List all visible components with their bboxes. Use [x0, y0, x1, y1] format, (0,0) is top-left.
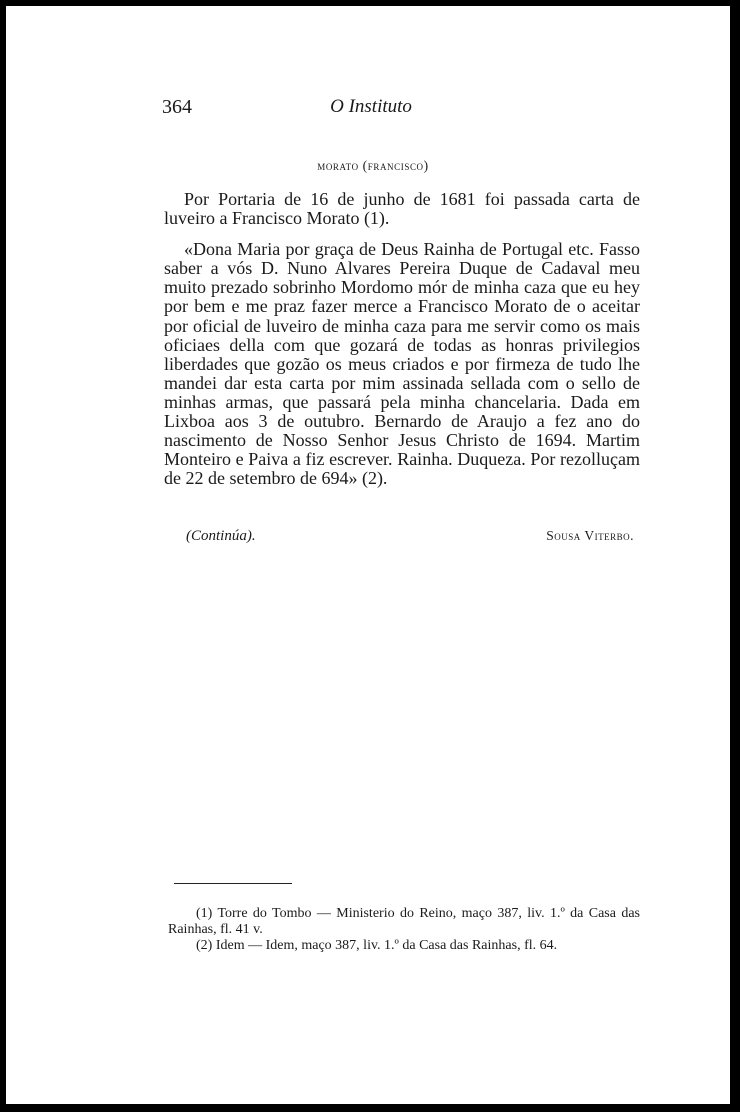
- page-header: [6, 96, 730, 122]
- author-signature: Sousa Viterbo.: [546, 528, 634, 543]
- paragraph-intro: Por Portaria de 16 de junho de 1681 foi passada carta de luveiro a Francisco Morato (1).: [164, 189, 640, 229]
- footnote-2: (2) Idem — Idem, maço 387, liv. 1.º da Casa das Rainhas, fl. 64.: [196, 938, 558, 953]
- article-body: [164, 190, 640, 488]
- running-title: O Instituto: [330, 96, 412, 117]
- continua-note: (Continúa).: [186, 528, 256, 544]
- footnote-divider: [174, 883, 292, 884]
- document-page: [6, 6, 730, 1104]
- footnote-1: (1) Torre do Tombo — Ministerio do Reino, maço 387, liv. 1.º da Casa das Rainhas, fl. 41 v.: [168, 906, 640, 937]
- article-heading: morato (francisco): [317, 158, 429, 173]
- page-number: 364: [162, 96, 192, 118]
- signature-line: [6, 528, 730, 548]
- paragraph-letter: «Dona Maria por graça de Deus Rainha de Portugal etc. Fasso saber a vós D. Nuno Alvares Pereira Duque de Cadaval meu muito prezado sobrinho Mordomo mór de minha caza que eu hey por bem e me praz fazer merce a Francisco Morato de o aceitar por oficial de luveiro de minha caza para me servir como os mais oficiaes della com que gozará de todas as honras privilegios liberdades que gozão os meus criados e por firmeza de tudo lhe mandei dar esta carta por mim assinada sellada com o sello de minhas armas, que passará pela minha chancelaria. Dada em Lixboa aos 3 de outubro. Bernardo de Araujo a fez ano do nascimento de Nosso Senhor Jesus Christo de 1694. Martim Monteiro e Paiva a fiz escrever. Rainha. Duqueza. Por rezolluçam de 22 de setembro de 694» (2).: [164, 239, 640, 489]
- footnotes: [168, 906, 640, 954]
